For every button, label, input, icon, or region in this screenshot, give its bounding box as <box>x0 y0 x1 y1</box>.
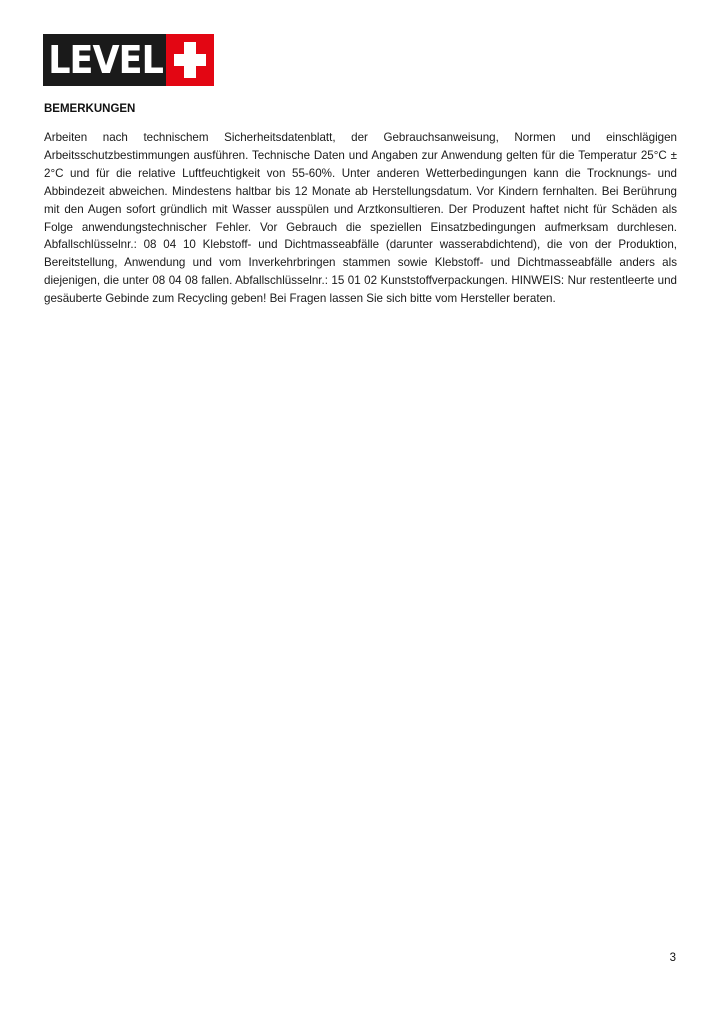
section-heading: BEMERKUNGEN <box>44 103 136 115</box>
page-number: 3 <box>669 952 676 964</box>
brand-logo <box>43 34 214 86</box>
logo-wordmark <box>43 34 166 86</box>
plus-icon-vertical-bar <box>184 42 196 78</box>
logo-text: LEVEL <box>48 38 163 82</box>
plus-icon <box>166 34 214 86</box>
section-body-text: Arbeiten nach technischem Sicherheitsdatenblatt, der Gebrauchsanweisung, Normen und einschlägigen Arbeitsschutzbestimmungen ausführen. Technische Daten und Angaben zur Anwendung gelten für die Temperatur 25°C ± 2°C und für die relative Luftfeuchtigkeit von 55-60%. Unter anderen Wetterbedingungen kann die Trocknungs- und Abbindezeit abweichen. Mindestens haltbar bis 12 Monate ab Herstellungsdatum. Vor Kindern fernhalten. Bei Berührung mit den Augen sofort gründlich mit Wasser ausspülen und Arztkonsultieren. Der Produzent haftet nicht für Schäden als Folge anwendungstechnischer Fehler. Vor Gebrauch die speziellen Einsatzbedingungen aufmerksam durchlesen. Abfallschlüsselnr.: 08 04 10 Klebstoff- und Dichtmasseabfälle (darunter wasserabdichtend), die von der Produktion, Bereitstellung, Anwendung und vom Inverkehrbringen stammen sowie Klebstoff- und Dichtmasseabfälle anders als diejenigen, die unter 08 04 08 fallen. Abfallschlüsselnr.: 15 01 02 Kunststoffverpackungen. HINWEIS: Nur restentleerte und gesäuberte Gebinde zum Recycling geben! Bei Fragen lassen Sie sich bitte vom Hersteller beraten. <box>44 131 677 306</box>
